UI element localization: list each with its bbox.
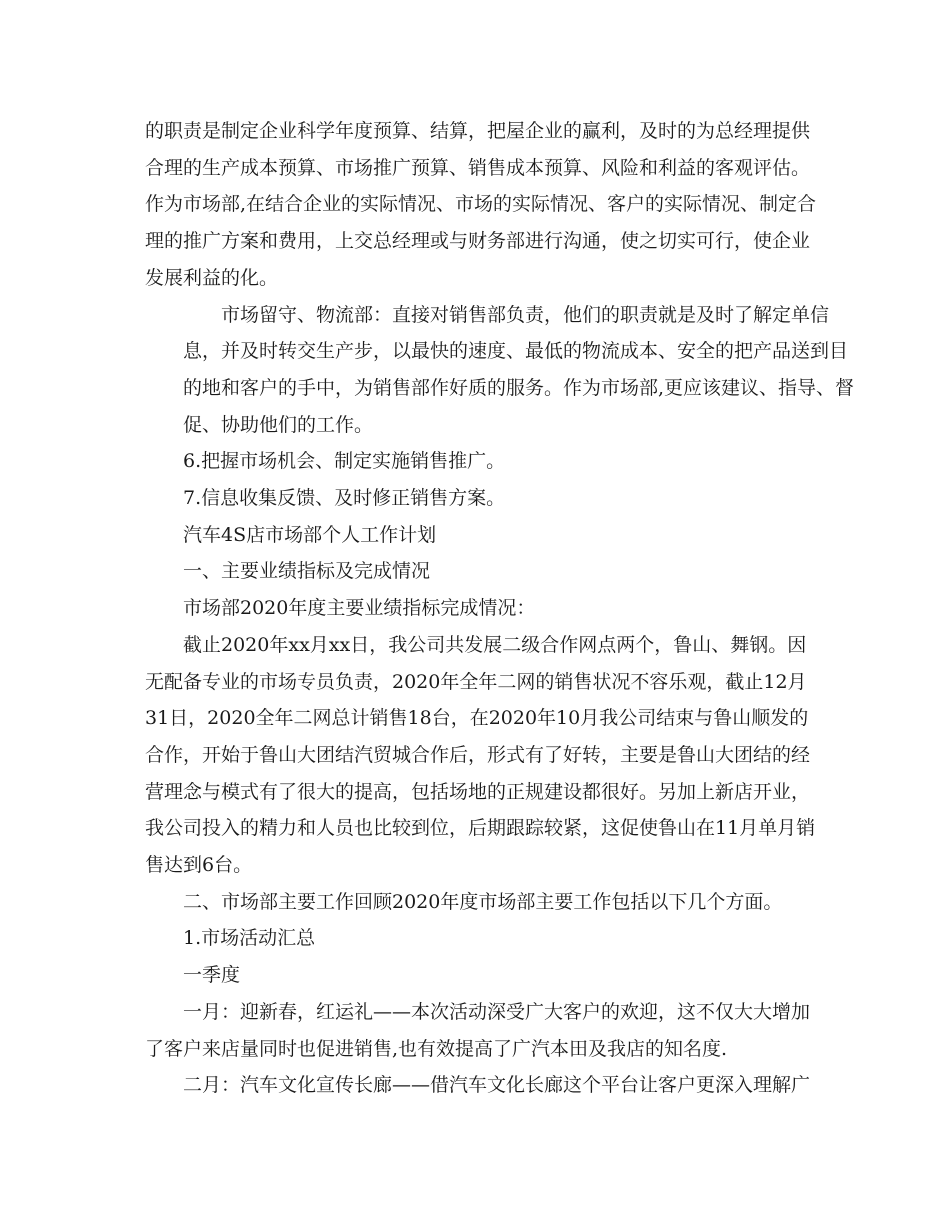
paragraph-january [145, 994, 813, 1067]
text-line: 一、主要业绩指标及完成情况 [183, 560, 431, 583]
text-line: 汽车4S店市场部个人工作计划 [183, 523, 437, 546]
text-line: 作为市场部,在结合企业的实际情况、市场的实际情况、客户的实际情况、制定合 [145, 193, 817, 216]
list-item-6 [145, 443, 813, 480]
text-line: 发展利益的化。 [145, 266, 279, 289]
subheading-activities [145, 920, 813, 957]
text-line: 的职责是制定企业科学年度预算、结算，把屋企业的赢利，及时的为总经理提供 [145, 120, 811, 142]
subheading-quarter [145, 957, 813, 994]
subheading-performance [145, 590, 813, 627]
text-line: 售达到6台。 [145, 854, 253, 877]
text-line: 无配备专业的市场专员负责，2020年全年二网的销售状况不容乐观，截止12月 [145, 670, 807, 693]
text-line: 市场留守、物流部：直接对销售部负责，他们的职责就是及时了解定单信 [221, 303, 830, 326]
text-line: 一月：迎新春，红运礼——本次活动深受广大客户的欢迎，这不仅大大增加 [183, 1000, 811, 1023]
section-title [145, 517, 813, 554]
text-line: 理的推广方案和费用，上交总经理或与财务部进行沟通，使之切实可行，使企业 [145, 230, 811, 253]
text-line: 1.市场活动汇总 [183, 927, 316, 950]
text-line: 了客户来店量同时也促进销售,也有效提高了广汽本田及我店的知名度. [145, 1037, 728, 1060]
text-line: 我公司投入的精力和人员也比较到位，后期跟踪较紧，这促使鲁山在11月单月销 [145, 817, 816, 840]
list-item-7 [145, 480, 813, 517]
text-line: 31日，2020全年二网总计销售18台，在2020年10月我公司结束与鲁山顺发的 [145, 707, 809, 730]
document-body [145, 113, 855, 1104]
text-line: 促、协助他们的工作。 [183, 413, 374, 436]
text-line: 市场部2020年度主要业绩指标完成情况： [183, 597, 536, 620]
paragraph-sales-status [145, 627, 816, 884]
text-line: 7.信息收集反馈、及时修正销售方案。 [183, 487, 506, 510]
text-line: 合作，开始于鲁山大团结汽贸城合作后，形式有了好转，主要是鲁山大团结的经 [145, 743, 811, 766]
text-line: 合理的生产成本预算、市场推广预算、销售成本预算、风险和利益的客观评估。 [145, 156, 811, 179]
paragraph-february [145, 1067, 813, 1104]
heading-work-review [145, 884, 813, 921]
text-line: 截止2020年xx月xx日，我公司共发展二级合作网点两个，鲁山、舞钢。因 [183, 633, 807, 656]
text-line: 二月：汽车文化宣传长廊——借汽车文化长廊这个平台让客户更深入理解广 [183, 1074, 811, 1097]
heading-performance [145, 553, 813, 590]
paragraph-logistics [145, 297, 855, 444]
text-line: 二、市场部主要工作回顾2020年度市场部主要工作包括以下几个方面。 [183, 890, 783, 913]
text-line: 营理念与模式有了很大的提高，包括场地的正规建设都很好。另加上新店开业， [145, 780, 811, 803]
text-line: 息，并及时转交生产步，以最快的速度、最低的物流成本、安全的把产品送到目 [183, 340, 849, 363]
paragraph-finance-duties [145, 113, 817, 297]
text-line: 一季度 [183, 964, 241, 987]
text-line: 6.把握市场机会、制定实施销售推广。 [183, 450, 506, 473]
text-line: 的地和客户的手中，为销售部作好质的服务。作为市场部,更应该建议、指导、督 [183, 376, 855, 399]
